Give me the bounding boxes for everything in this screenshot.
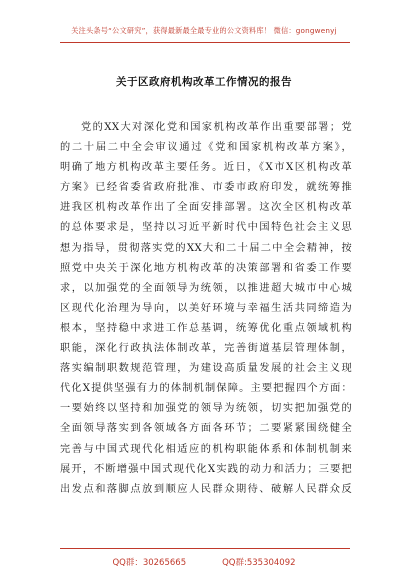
body-line: 照党中央关于深化地方机构改革的决策部署和省委工作要 <box>60 262 352 274</box>
footer-rule <box>60 548 350 549</box>
body-line: 的总体要求是，坚持以习近平新时代中国特色社会主义思 <box>60 222 352 234</box>
document-title: 关于区政府机构改革工作情况的报告 <box>116 76 292 88</box>
body-line: 一要始终以坚持和加强党的领导为统领，切实把加强党的 <box>60 403 352 415</box>
body-line: 进我区机构改革作出了全面安排部署。这次全区机构改革 <box>60 202 352 214</box>
body-line: 出发点和落脚点放到顺应人民群众期待、破解人民群众反 <box>60 483 352 495</box>
body-line: 想为指导，贯彻落实党的XX大和二十届二中全会精神，按 <box>60 242 352 254</box>
body-line: 代化X提供坚强有力的体制机制保障。主要把握四个方面： <box>60 383 352 395</box>
body-line: 区现代化治理为导向，以美好环境与幸福生活共同缔造为 <box>60 302 352 314</box>
document-body <box>60 118 352 500</box>
body-line: 职能，深化行政执法体制改革，完善街道基层管理体制， <box>60 343 352 355</box>
body-line: 根本，坚持稳中求进工作总基调，统筹优化重点领域机构 <box>60 322 352 334</box>
body-line: 求，以加强党的全面领导为统领，以推进超大城市中心城 <box>60 282 352 294</box>
footer <box>0 556 408 568</box>
body-line: 完善与中国式现代化相适应的机构职能体系和体制机制来 <box>60 443 352 455</box>
footer-qq-group-2: QQ群:535304092 <box>222 558 296 568</box>
body-line: 方案》已经省委省政府批准、市委市政府印发，就统筹推 <box>60 182 352 194</box>
body-line: 展开，不断增强中国式现代化X实践的动力和活力；三要把 <box>60 463 352 475</box>
body-line: 的二十届二中全会审议通过《党和国家机构改革方案》， <box>60 142 352 154</box>
body-line: 党的XX大对深化党和国家机构改革作出重要部署；党 <box>81 122 352 133</box>
header-banner: 关注头条号“公文研究”，获得最新最全最专业的公文资料库！ 微信：gongwenyj <box>71 26 337 35</box>
header-rule <box>60 42 350 43</box>
body-line: 明确了地方机构改革主要任务。近日，《X市X区机构改革 <box>60 162 352 174</box>
body-line: 落实编制职数规范管理，为建设高质量发展的社会主义现 <box>60 363 352 375</box>
footer-qq-group-1: QQ群：30265665 <box>112 558 187 568</box>
body-line: 全面领导落实到各领域各方面各环节；二要紧紧围绕健全 <box>60 423 352 435</box>
